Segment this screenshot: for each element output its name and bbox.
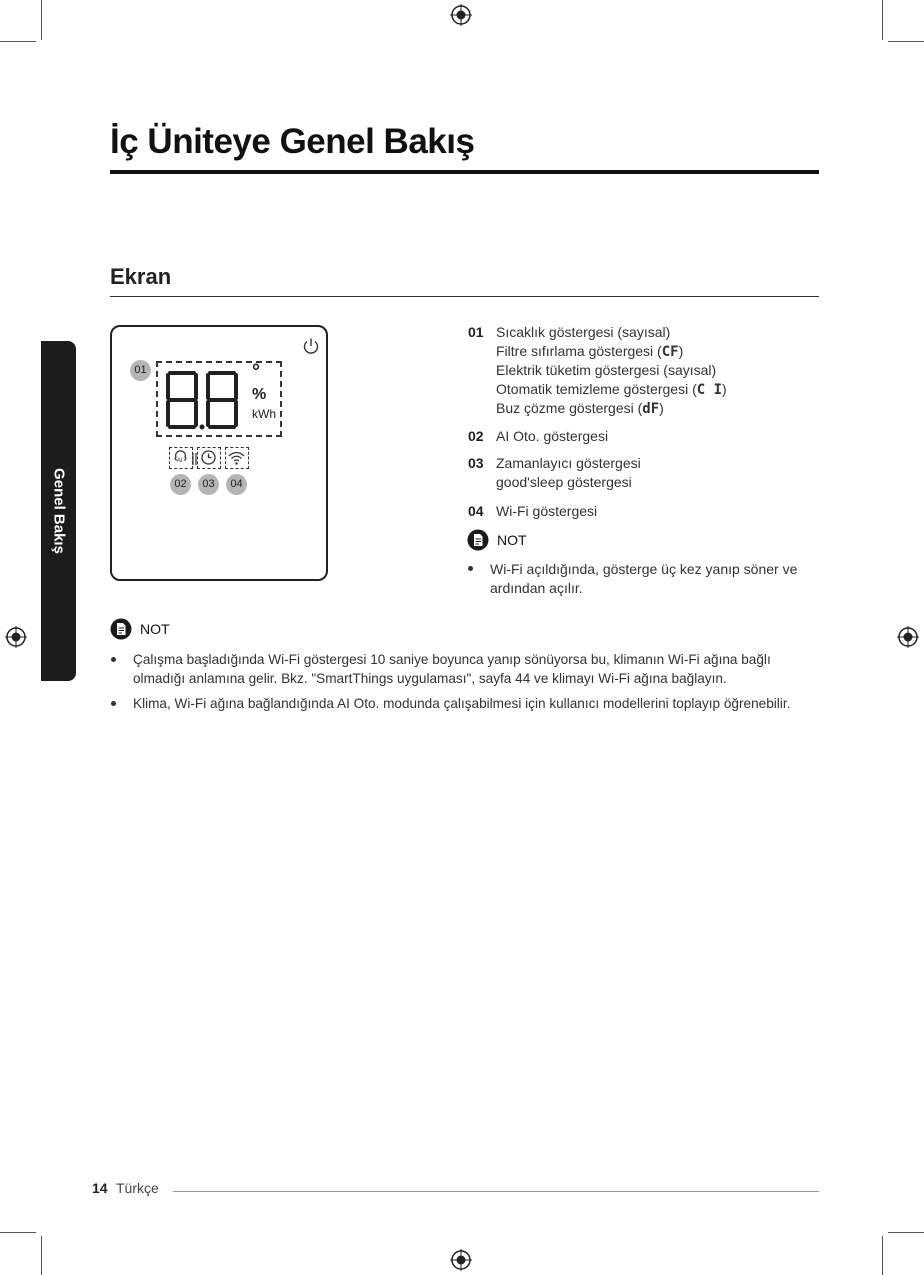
close-paren: ) (678, 343, 684, 359)
bottom-note-bullet-2: Klima, Wi-Fi ağına bağlandığında AI Oto. modunda çalışabilmesi için kullanıcı modellerini toplayıp öğrenebilir. (133, 696, 791, 711)
page-number: 14 (92, 1180, 108, 1196)
footer-language: Türkçe (116, 1180, 159, 1196)
item-01-number: 01 (468, 324, 484, 340)
item-01-line-3: Elektrik tüketim göstergesi (sayısal) (496, 362, 717, 378)
registration-mark-icon (897, 626, 919, 648)
section-rule (110, 296, 819, 297)
item-01-line-4 (496, 380, 727, 400)
crop-mark (0, 1232, 36, 1233)
crop-mark (882, 1236, 883, 1275)
side-tab (41, 341, 76, 681)
item-02-number: 02 (468, 428, 484, 444)
crop-mark (41, 0, 42, 40)
note-label: NOT (497, 532, 527, 548)
seven-segment-digits (164, 369, 244, 431)
defrost-symbol: dF (642, 401, 660, 417)
crop-mark (882, 0, 883, 40)
item-01-line-5 (496, 399, 664, 419)
item-01-line-1: Sıcaklık göstergesi (sayısal) (496, 324, 671, 340)
item-03-line-2: good'sleep göstergesi (496, 474, 632, 490)
ai-indicator (169, 447, 193, 469)
bullet-dot (111, 701, 116, 706)
degree-symbol: ° (252, 361, 260, 383)
note-icon (110, 618, 132, 640)
footer-rule (173, 1191, 819, 1192)
close-paren: ) (722, 381, 727, 397)
section-title: Ekran (110, 264, 172, 289)
registration-mark-icon (5, 626, 27, 648)
page-title: İç Üniteye Genel Bakış (110, 122, 475, 161)
divider-bars-icon (192, 453, 198, 465)
item-03-number: 03 (468, 455, 484, 471)
crop-mark (888, 41, 924, 42)
note-label: NOT (140, 621, 170, 637)
crop-mark (888, 1232, 924, 1233)
item-01-line-4-text: Otomatik temizleme göstergesi ( (496, 381, 697, 397)
auto-clean-symbol: C I (696, 382, 723, 398)
ai-label: AI (177, 458, 183, 464)
crop-mark (41, 1236, 42, 1275)
item-04-number: 04 (468, 503, 484, 519)
wifi-icon (226, 448, 247, 467)
bullet-dot (468, 566, 473, 571)
display-panel (110, 325, 328, 581)
filter-reset-symbol: CF (661, 344, 679, 360)
digit-area (156, 361, 282, 437)
bottom-note-bullet-1-line-2: olmadığı anlamına gelir. Bkz. "SmartThings uygulaması", sayfa 44 ve klimayı Wi-Fi ağına bağlayın. (133, 671, 727, 686)
note-icon (467, 529, 489, 551)
registration-mark-icon (450, 4, 472, 26)
item-01-line-5-text: Buz çözme göstergesi ( (496, 400, 643, 416)
badge-03: 03 (198, 474, 219, 495)
item-02-line-1: AI Oto. göstergesi (496, 428, 609, 444)
item-01-line-2-text: Filtre sıfırlama göstergesi ( (496, 343, 662, 359)
timer-indicator (197, 447, 221, 469)
badge-02: 02 (170, 474, 191, 495)
registration-mark-icon (450, 1249, 472, 1271)
close-paren: ) (659, 400, 664, 416)
inline-note-line-1: Wi-Fi açıldığında, gösterge üç kez yanıp söner ve (490, 561, 798, 577)
item-04-line-1: Wi-Fi göstergesi (496, 503, 598, 519)
crop-mark (0, 41, 36, 42)
power-icon (302, 337, 320, 355)
bullet-dot (111, 657, 116, 662)
side-tab-label: Genel Bakış (50, 468, 67, 554)
badge-01: 01 (130, 360, 151, 381)
title-rule (110, 170, 819, 174)
item-01-line-2 (496, 342, 683, 362)
percent-symbol: % (252, 386, 267, 403)
wifi-indicator (225, 447, 249, 469)
item-03-line-1: Zamanlayıcı göstergesi (496, 455, 641, 471)
bottom-note-bullet-1-line-1: Çalışma başladığında Wi-Fi göstergesi 10 saniye boyunca yanıp sönüyorsa bu, klimanın Wi-Fi ağına bağlı (133, 652, 771, 667)
clock-icon (198, 448, 219, 467)
badge-04: 04 (226, 474, 247, 495)
kwh-label: kWh (252, 407, 276, 421)
inline-note-line-2: ardından açılır. (490, 580, 583, 596)
